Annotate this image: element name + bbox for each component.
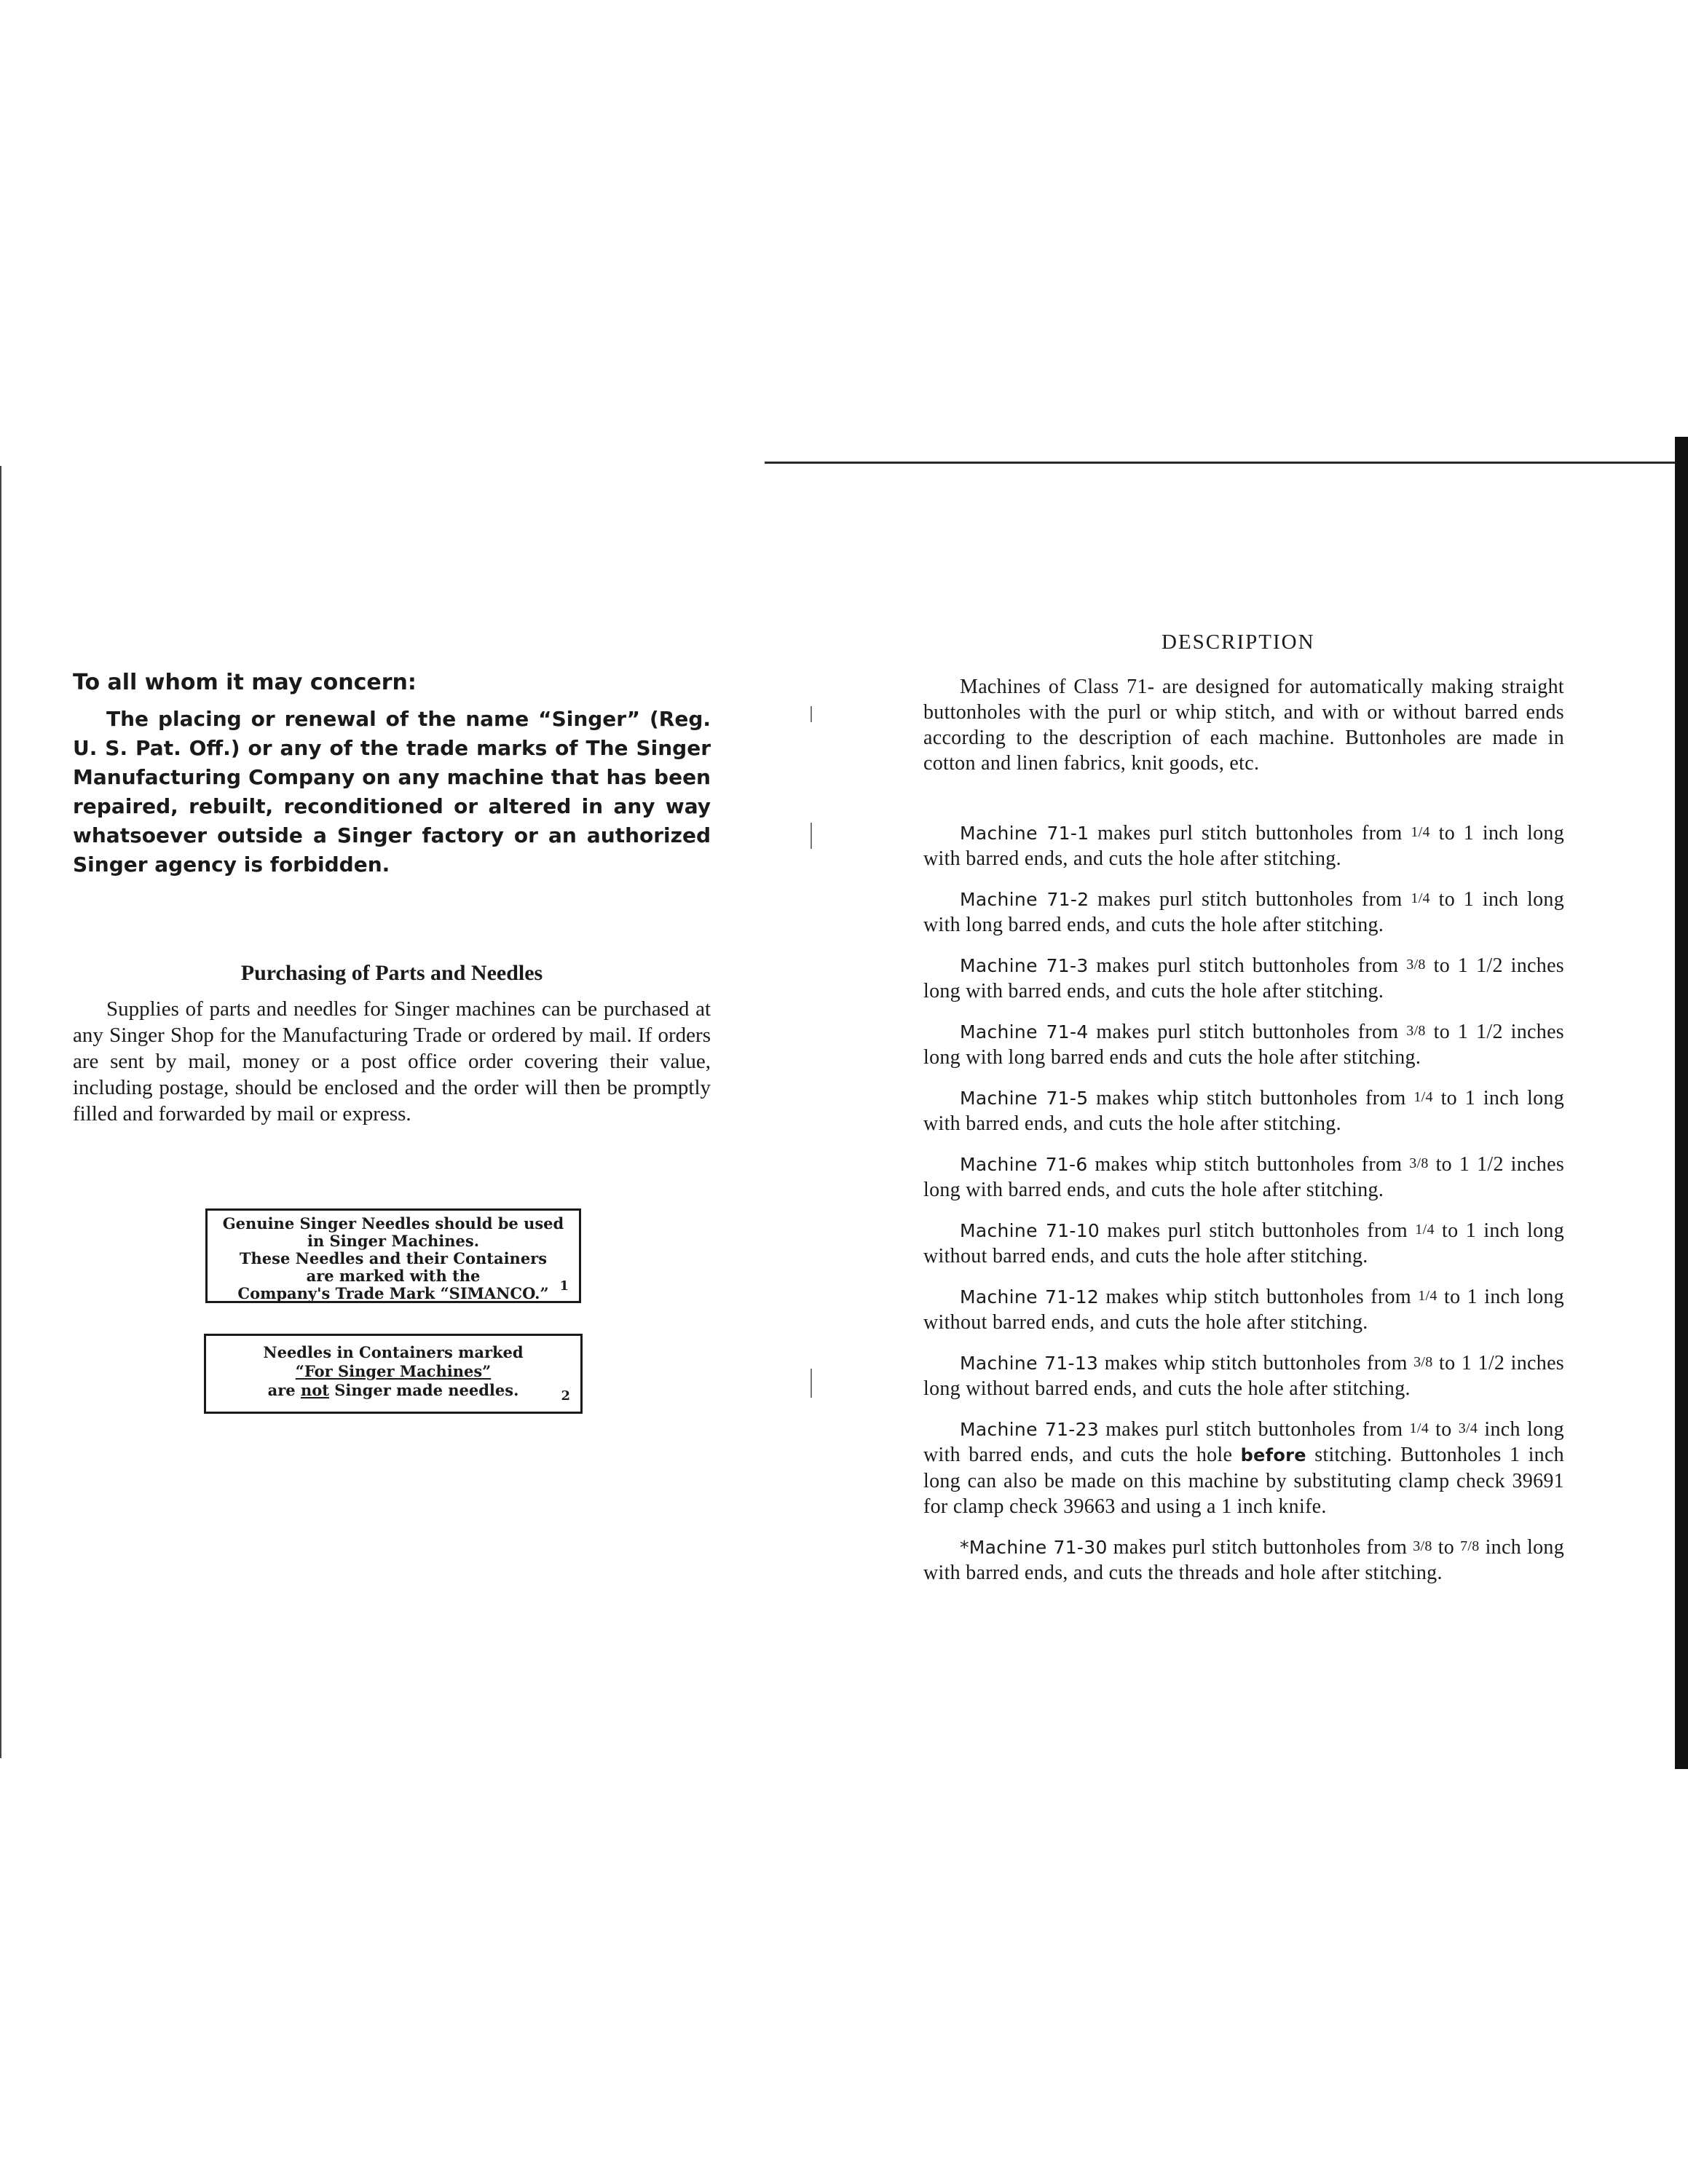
notice-line: Needles in Containers marked [263,1343,524,1361]
notice-line: “For Singer Machines” [295,1362,492,1380]
gutter-mark [811,823,812,849]
machine-entry: *Machine 71-30 makes purl stitch buttonholes from 3/8 to 7/8 inch long with barred ends, and cuts the threads and hole after stitching. [923,1536,1565,1584]
warning-body: The placing or renewal of the name “Singer” (Reg. U. S. Pat. Off.) or any of the trade marks of The Singer Manufacturing Company on any machine that has been repaired, rebuilt, reconditioned or altered in any way whatsoever outside a Singer factory or an authorized Singer agency is forbidden. [73,707,711,877]
notice-line: in Singer Machines. [307,1232,480,1250]
machine-list [923,820,1564,1600]
genuine-needles-notice [205,1208,581,1303]
machine-entry: Machine 71-3 makes purl stitch buttonholes from 3/8 to 1 1/2 inches long with barred ends, and cuts the hole after stitching. [923,954,1565,1002]
machine-entry: Machine 71-1 makes purl stitch buttonholes from 1/4 to 1 inch long with barred ends, and cuts the hole after stitching. [923,822,1565,870]
machine-entry: Machine 71-23 makes purl stitch buttonholes from 1/4 to 3/4 inch long with barred ends, and cuts the hole before stitching. Buttonholes 1 inch long can also be made on this machine by substituting clamp check 39691 for clamp check 39663 and using a 1 inch knife. [923,1418,1564,1518]
notice-number: 2 [561,1388,570,1404]
machine-entry: Machine 71-6 makes whip stitch buttonholes from 3/8 to 1 1/2 inches long with barred ends, and cuts the hole after stitching. [923,1153,1565,1201]
machine-entry: Machine 71-2 makes purl stitch buttonholes from 1/4 to 1 inch long with long barred ends, and cuts the hole after stitching. [923,888,1565,936]
notice-line: are not Singer made needles. [267,1381,519,1399]
containers-notice [204,1334,583,1414]
purchasing-heading: Purchasing of Parts and Needles [240,961,543,985]
notice-line: These Needles and their Containers [239,1249,548,1267]
notice-number: 1 [559,1278,569,1294]
gutter-mark [811,1369,812,1398]
machine-entry: Machine 71-13 makes whip stitch buttonholes from 3/8 to 1 1/2 inches long without barred ends, and cuts the hole after stitching. [923,1352,1564,1400]
gutter-mark [811,706,812,722]
description-intro: Machines of Class 71- are designed for automatically making straight buttonholes with the purl or whip stitch, and with or without barred ends according to the description of each machine. Buttonholes are made in cotton and linen fabrics, knit goods, etc. [923,676,1564,775]
right-page-edge [1675,437,1688,1769]
machine-entry: Machine 71-12 makes whip stitch buttonholes from 1/4 to 1 inch long without barred ends, and cuts the hole after stitching. [923,1286,1564,1334]
purchasing-body: Supplies of parts and needles for Singer machines can be purchased at any Singer Shop for the Manufacturing Trade or ordered by mail. If orders are sent by mail, money or a post office order covering their value, including postage, should be enclosed and the order will then be promptly filled and forwarded by mail or express. [73,997,711,1125]
notice-line: are marked with the [306,1267,481,1285]
left-page-edge [0,466,1,1758]
page-top-rule [765,462,1688,464]
machine-entry: Machine 71-10 makes purl stitch buttonholes from 1/4 to 1 inch long without barred ends, and cuts the hole after stitching. [923,1219,1564,1267]
warning-heading: To all whom it may concern: [73,670,417,695]
notice-line: Company's Trade Mark “SIMANCO.” [237,1284,549,1302]
machine-entry: Machine 71-5 makes whip stitch buttonholes from 1/4 to 1 inch long with barred ends, and cuts the hole after stitching. [923,1087,1564,1135]
description-heading: DESCRIPTION [1162,630,1315,654]
notice-line: Genuine Singer Needles should be used [222,1214,564,1233]
machine-entry: Machine 71-4 makes purl stitch buttonholes from 3/8 to 1 1/2 inches long with long barred ends and cuts the hole after stitching. [923,1021,1565,1069]
